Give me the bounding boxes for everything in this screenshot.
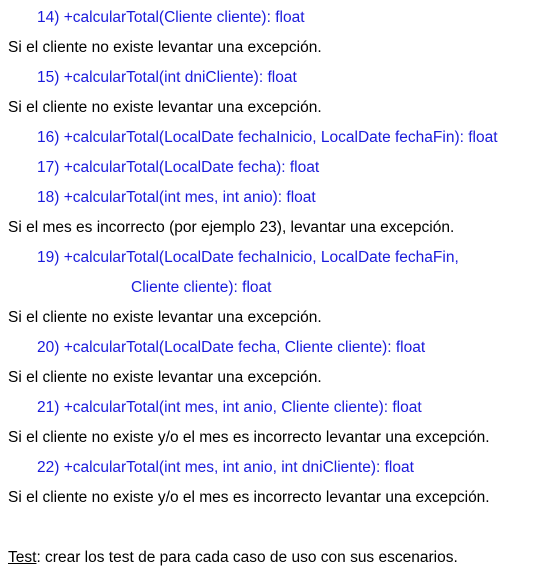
exception-note: Si el cliente no existe y/o el mes es incorrecto levantar una excepción. <box>8 429 490 446</box>
method-signature-20: 20) +calcularTotal(LocalDate fecha, Cliente cliente): float <box>37 339 426 356</box>
method-signature-16: 16) +calcularTotal(LocalDate fechaInicio, LocalDate fechaFin): float <box>37 129 498 146</box>
method-signature-15: 15) +calcularTotal(int dniCliente): float <box>37 69 297 86</box>
exception-note: Si el cliente no existe levantar una excepción. <box>8 309 322 326</box>
method-signature-18: 18) +calcularTotal(int mes, int anio): float <box>37 189 316 206</box>
method-signature-19: 19) +calcularTotal(LocalDate fechaInicio, LocalDate fechaFin, <box>37 249 459 266</box>
test-label: Test <box>8 549 37 566</box>
method-signature-17: 17) +calcularTotal(LocalDate fecha): float <box>37 159 320 176</box>
exception-note: Si el cliente no existe y/o el mes es incorrecto levantar una excepción. <box>8 489 490 506</box>
method-signature-21: 21) +calcularTotal(int mes, int anio, Cliente cliente): float <box>37 399 422 416</box>
exception-note: Si el cliente no existe levantar una excepción. <box>8 369 322 386</box>
method-signature-14: 14) +calcularTotal(Cliente cliente): float <box>37 9 305 26</box>
exception-note: Si el cliente no existe levantar una excepción. <box>8 99 322 116</box>
method-signature-19-continuation: Cliente cliente): float <box>131 279 272 296</box>
exception-note: Si el mes es incorrecto (por ejemplo 23), levantar una excepción. <box>8 219 455 236</box>
method-signature-22: 22) +calcularTotal(int mes, int anio, int dniCliente): float <box>37 459 414 476</box>
test-instruction <box>8 548 458 568</box>
exception-note: Si el cliente no existe levantar una excepción. <box>8 39 322 56</box>
test-text: : crear los test de para cada caso de uso con sus escenarios. <box>36 549 458 566</box>
